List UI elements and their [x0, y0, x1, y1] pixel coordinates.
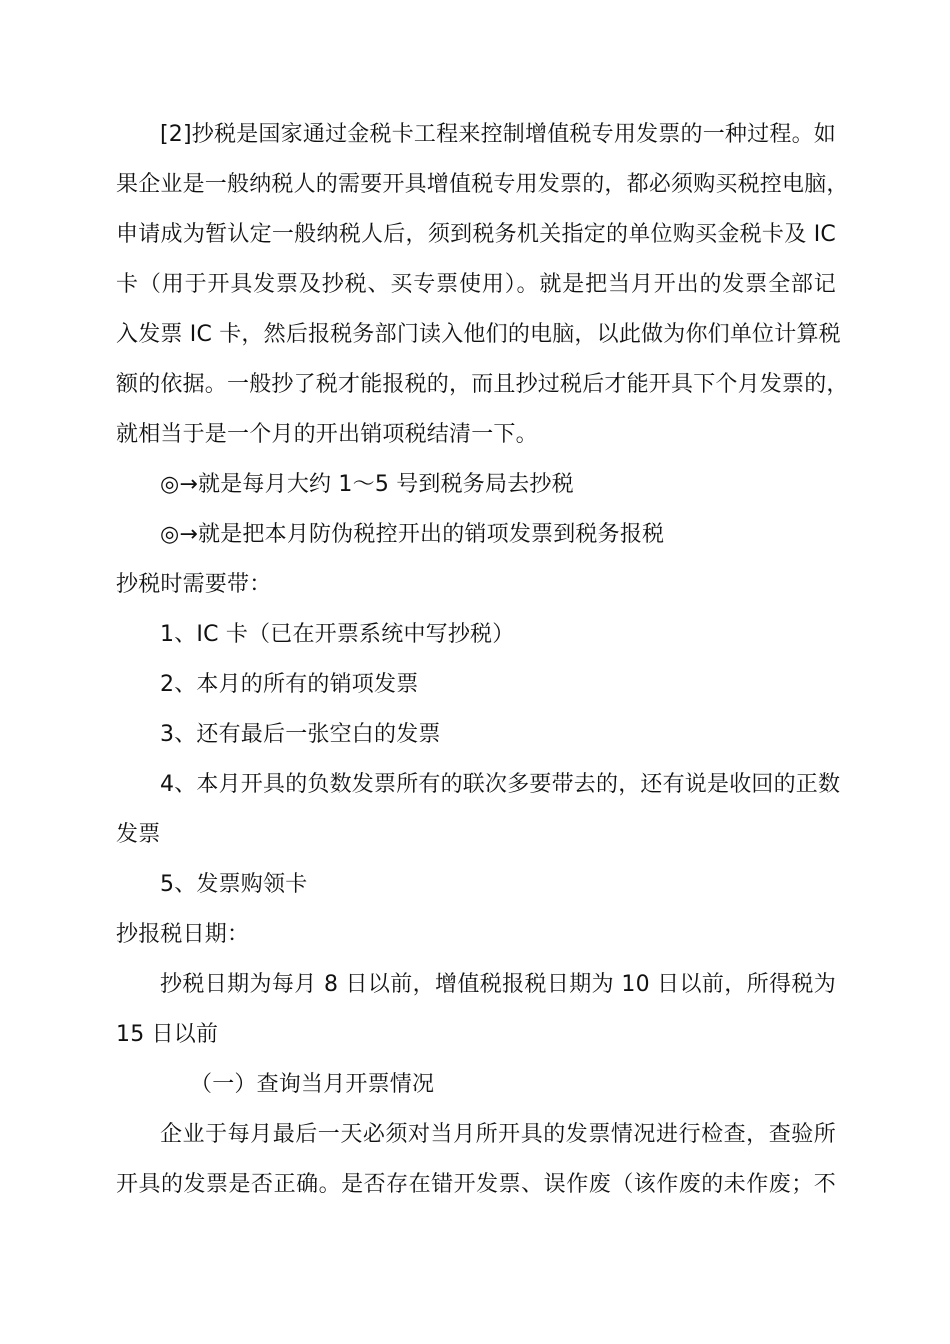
arrow-note-line: ◎→就是每月大约 1～5 号到税务局去抄税 [160, 472, 574, 497]
subsection-heading: （一）查询当月开票情况 [190, 1072, 435, 1097]
paragraph-line: 15 日以前 [116, 1022, 219, 1047]
paragraph-line: 入发票 IC 卡，然后报税务部门读入他们的电脑，以此做为你们单位计算税 [116, 322, 841, 347]
list-item: 2、本月的所有的销项发票 [160, 672, 419, 697]
paragraph-line: 卡（用于开具发票及抄税、买专票使用）。就是把当月开出的发票全部记 [116, 272, 836, 297]
paragraph-line: 果企业是一般纳税人的需要开具增值税专用发票的，都必须购买税控电脑， [116, 172, 849, 197]
list-item: 5、发票购领卡 [160, 872, 308, 897]
paragraph-line: 额的依据。一般抄了税才能报税的，而且抄过税后才能开具下个月发票的， [116, 372, 849, 397]
arrow-note-line: ◎→就是把本月防伪税控开出的销项发票到税务报税 [160, 522, 665, 547]
list-item: 3、还有最后一张空白的发票 [160, 722, 441, 747]
section-heading: 抄税时需要带： [116, 572, 272, 597]
paragraph-line: 企业于每月最后一天必须对当月所开具的发票情况进行检查，查验所 [160, 1122, 836, 1147]
paragraph-line: 就相当于是一个月的开出销项税结清一下。 [116, 422, 538, 447]
list-item: 4、本月开具的负数发票所有的联次多要带去的，还有说是收回的正数 [160, 772, 841, 797]
paragraph-line: 申请成为暂认定一般纳税人后，须到税务机关指定的单位购买金税卡及 IC [116, 222, 836, 247]
paragraph-line: [2]抄税是国家通过金税卡工程来控制增值税专用发票的一种过程。如 [160, 122, 836, 147]
section-heading: 抄报税日期： [116, 922, 250, 947]
list-item: 1、IC 卡（已在开票系统中写抄税） [160, 622, 515, 647]
paragraph-line: 抄税日期为每月 8 日以前，增值税报税日期为 10 日以前，所得税为 [160, 972, 836, 997]
list-item-continued: 发票 [116, 822, 161, 847]
paragraph-line: 开具的发票是否正确。是否存在错开发票、误作废（该作废的未作废；不 [116, 1172, 836, 1197]
